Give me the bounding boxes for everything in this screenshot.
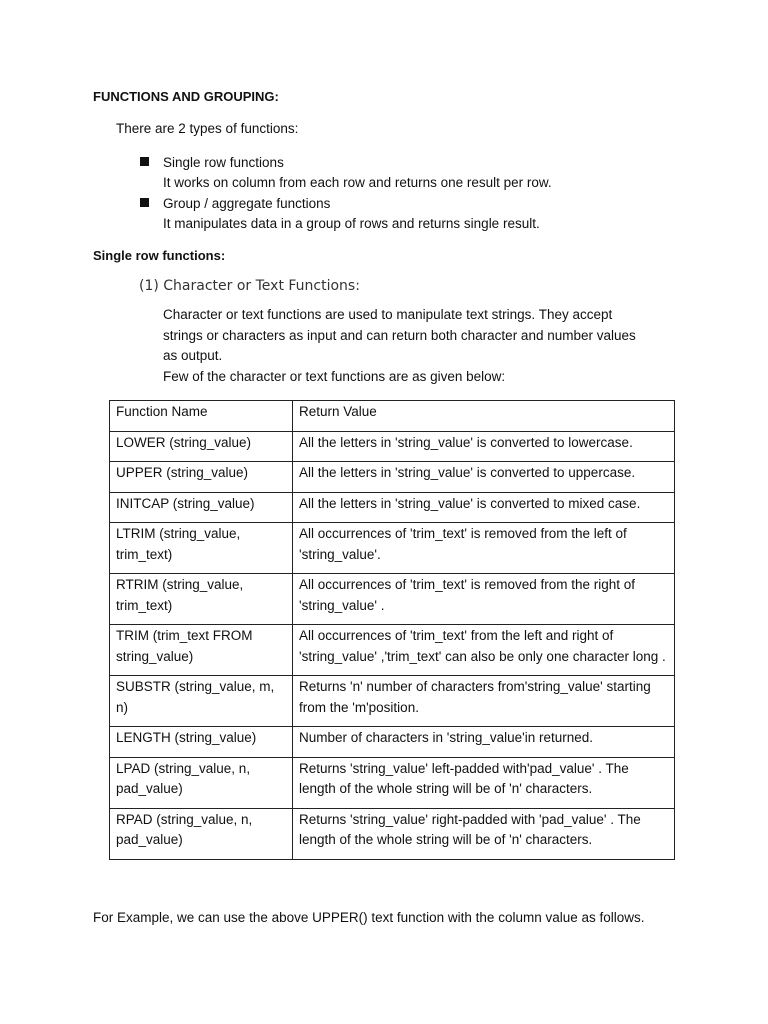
return-value-cell: Returns 'string_value' left-padded with'pad_value' . The length of the whole string will be of 'n' characters.: [293, 757, 675, 808]
intro-text: There are 2 types of functions:: [116, 121, 299, 136]
square-bullet-icon: [140, 198, 149, 207]
description-line: strings or characters as input and can return both character and number values: [163, 327, 636, 343]
bullet-description: It manipulates data in a group of rows and returns single result.: [163, 216, 540, 231]
return-value-cell: All occurrences of 'trim_text' from the left and right of 'string_value' ,'trim_text' can also be only one character long .: [293, 625, 675, 676]
table-row: [110, 574, 675, 625]
bullet-item: [140, 153, 700, 193]
description-line: Few of the character or text functions are as given below:: [163, 368, 506, 384]
function-name-cell: SUBSTR (string_value, m, n): [110, 676, 293, 727]
function-name-cell: LPAD (string_value, n, pad_value): [110, 757, 293, 808]
return-value-cell: All occurrences of 'trim_text' is removed from the right of 'string_value' .: [293, 574, 675, 625]
functions-table: [109, 400, 675, 860]
subheading: Single row functions:: [93, 248, 226, 263]
function-name-cell: RPAD (string_value, n, pad_value): [110, 808, 293, 859]
table-row: [110, 492, 675, 523]
table-header-row: [110, 401, 675, 432]
table-row: [110, 462, 675, 493]
return-value-cell: All the letters in 'string_value' is converted to lowercase.: [293, 431, 675, 462]
description-line: as output.: [163, 348, 223, 363]
function-name-cell: INITCAP (string_value): [110, 492, 293, 523]
function-name-cell: TRIM (trim_text FROM string_value): [110, 625, 293, 676]
bullet-title: Group / aggregate functions: [163, 196, 331, 211]
return-value-cell: Returns 'string_value' right-padded with 'pad_value' . The length of the whole string will be of 'n' characters.: [293, 808, 675, 859]
function-name-cell: RTRIM (string_value, trim_text): [110, 574, 293, 625]
return-value-cell: All the letters in 'string_value' is converted to mixed case.: [293, 492, 675, 523]
function-name-cell: LENGTH (string_value): [110, 727, 293, 758]
table-row: [110, 523, 675, 574]
square-bullet-icon: [140, 157, 149, 166]
page-heading: FUNCTIONS AND GROUPING:: [93, 89, 279, 104]
description-line: Character or text functions are used to manipulate text strings. They accept: [163, 307, 613, 322]
bullet-title: Single row functions: [163, 155, 284, 170]
return-value-cell: Number of characters in 'string_value'in returned.: [293, 727, 675, 758]
table-row: [110, 808, 675, 859]
section-description: [163, 305, 683, 387]
table-row: [110, 676, 675, 727]
return-value-cell: All the letters in 'string_value' is converted to uppercase.: [293, 462, 675, 493]
bullet-item: [140, 194, 700, 234]
table-row: [110, 431, 675, 462]
table-row: [110, 625, 675, 676]
table-row: [110, 757, 675, 808]
section-title: (1) Character or Text Functions:: [139, 278, 360, 294]
return-value-cell: All occurrences of 'trim_text' is removed from the left of 'string_value'.: [293, 523, 675, 574]
column-header: Return Value: [293, 401, 675, 432]
footer-text: For Example, we can use the above UPPER() text function with the column value as follows.: [93, 910, 645, 925]
function-name-cell: UPPER (string_value): [110, 462, 293, 493]
function-name-cell: LOWER (string_value): [110, 431, 293, 462]
return-value-cell: Returns 'n' number of characters from'string_value' starting from the 'm'position.: [293, 676, 675, 727]
table-row: [110, 727, 675, 758]
function-name-cell: LTRIM (string_value, trim_text): [110, 523, 293, 574]
column-header: Function Name: [110, 401, 293, 432]
bullet-list: [140, 153, 700, 235]
bullet-description: It works on column from each row and returns one result per row.: [163, 175, 552, 190]
